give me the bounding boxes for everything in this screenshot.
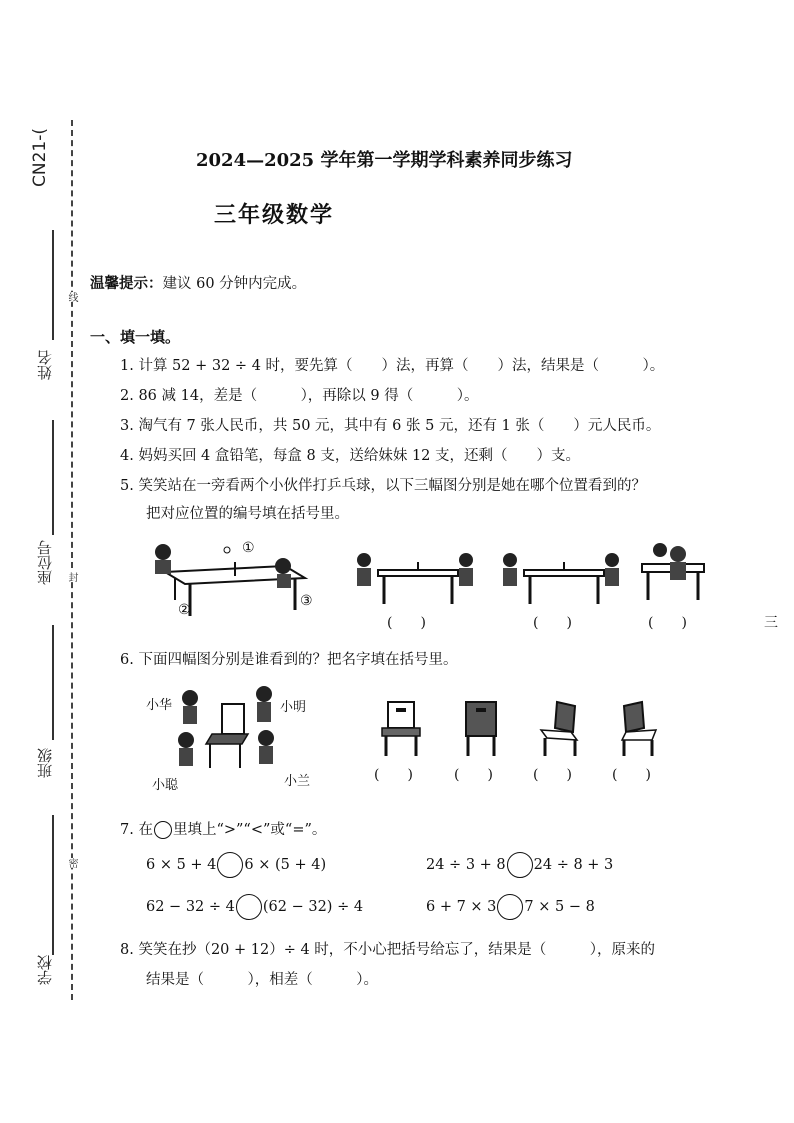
- q7-suffix: 里填上“>”“<”或“=”。: [172, 822, 327, 838]
- compare-item-3: [146, 894, 363, 920]
- question-4: 4. 妈妈买回 4 盒铅笔，每盒 8 支，送给妹妹 12 支，还剩（ ）支。: [120, 448, 580, 464]
- chair-1-blank[interactable]: ( ): [374, 767, 413, 783]
- chair-4-blank[interactable]: ( ): [612, 767, 651, 783]
- compare-2-circle[interactable]: [507, 852, 533, 878]
- tip: [90, 272, 306, 293]
- question-3: 3. 淘气有 7 张人民币，共 50 元，其中有 6 张 5 元，还有 1 张（ ）元人民币。: [120, 418, 661, 434]
- kid-name-xiaohua: 小华: [146, 698, 173, 713]
- kid-name-xiaolan: 小兰: [284, 774, 311, 789]
- seat-blank[interactable]: [52, 420, 54, 535]
- cut-dash-line: [71, 120, 73, 1000]
- name-label: 姓名: [36, 350, 54, 380]
- compare-3-circle[interactable]: [236, 894, 262, 920]
- question-1: 1. 计算 52 + 32 ÷ 4 时，要先算（ ）法，再算（ ）法，结果是（ ）。: [120, 358, 665, 374]
- compare-1-right: 6 × (5 + 4): [244, 857, 327, 873]
- compare-2-right: 24 ÷ 8 + 3: [533, 857, 614, 873]
- cut-line-mark: 线: [66, 292, 77, 302]
- kid-name-xiaocong: 小聪: [152, 778, 179, 793]
- compare-item-2: [426, 852, 613, 878]
- compare-4-right: 7 × 5 − 8: [524, 899, 595, 915]
- tip-text: 建议 60 分钟内完成。: [162, 276, 307, 292]
- compare-4-circle[interactable]: [497, 894, 523, 920]
- chair-view-4: [614, 698, 664, 758]
- compare-3-right: (62 − 32) ÷ 4: [262, 899, 364, 915]
- view-b-blank[interactable]: ( ): [533, 615, 572, 631]
- position-1: ①: [242, 540, 255, 556]
- page-title: 2024—2025 学年第一学期学科素养同步练习: [196, 150, 573, 171]
- q7-prefix: 7. 在: [120, 822, 153, 838]
- chair-view-2: [456, 698, 506, 758]
- name-blank[interactable]: [52, 230, 54, 340]
- kid-name-xiaoming: 小明: [280, 700, 307, 715]
- section-heading: 一、填一填。: [90, 328, 181, 346]
- position-2: ②: [178, 602, 191, 618]
- compare-item-4: [426, 894, 595, 920]
- pingpong-scene-figure: [145, 538, 325, 618]
- chair-view-3: [535, 698, 585, 758]
- school-blank[interactable]: [52, 815, 54, 955]
- question-5-line2: 把对应位置的编号填在括号里。: [146, 506, 349, 522]
- question-6: 6. 下面四幅图分别是谁看到的？把名字填在括号里。: [120, 652, 458, 668]
- tip-label: 温馨提示：: [90, 276, 163, 292]
- question-5-line1: 5. 笑笑站在一旁看两个小伙伴打乒乓球，以下三幅图分别是她在哪个位置看到的？: [120, 478, 646, 494]
- compare-3-left: 62 − 32 ÷ 4: [146, 899, 235, 915]
- view-figure-a: [350, 548, 480, 608]
- right-edge-mark: 三: [764, 615, 778, 631]
- question-8-line2: 结果是（ ），相差（ ）。: [146, 972, 378, 988]
- compare-2-left: 24 ÷ 3 + 8: [426, 857, 506, 873]
- class-label: 班级: [36, 748, 54, 778]
- exam-code: CN21-(: [30, 128, 50, 187]
- view-a-blank[interactable]: ( ): [387, 615, 426, 631]
- chair-view-1: [376, 698, 426, 758]
- compare-4-left: 6 + 7 × 3: [426, 899, 497, 915]
- view-figure-c: [638, 540, 708, 606]
- compare-1-left: 6 × 5 + 4: [146, 857, 217, 873]
- position-3: ③: [300, 593, 313, 609]
- class-blank[interactable]: [52, 625, 54, 740]
- question-2: 2. 86 减 14，差是（ ），再除以 9 得（ ）。: [120, 388, 479, 404]
- question-8-line1: 8. 笑笑在抄（20 + 12）÷ 4 时，不小心把括号给忘了，结果是（ ），原来的: [120, 942, 656, 958]
- circle-icon: [154, 821, 172, 839]
- compare-item-1: [146, 852, 326, 878]
- cut-seal-mark: 封: [66, 572, 77, 582]
- view-c-blank[interactable]: ( ): [648, 615, 687, 631]
- seat-label: 座位号: [36, 540, 54, 585]
- compare-1-circle[interactable]: [217, 852, 243, 878]
- question-7: [120, 818, 326, 839]
- kids-around-chair-figure: [172, 682, 292, 782]
- chair-3-blank[interactable]: ( ): [533, 767, 572, 783]
- school-label: 学校: [36, 955, 54, 985]
- chair-2-blank[interactable]: ( ): [454, 767, 493, 783]
- page-subtitle: 三年级数学: [214, 202, 335, 228]
- cut-seal2-mark: 密: [66, 858, 77, 868]
- view-figure-b: [496, 548, 626, 608]
